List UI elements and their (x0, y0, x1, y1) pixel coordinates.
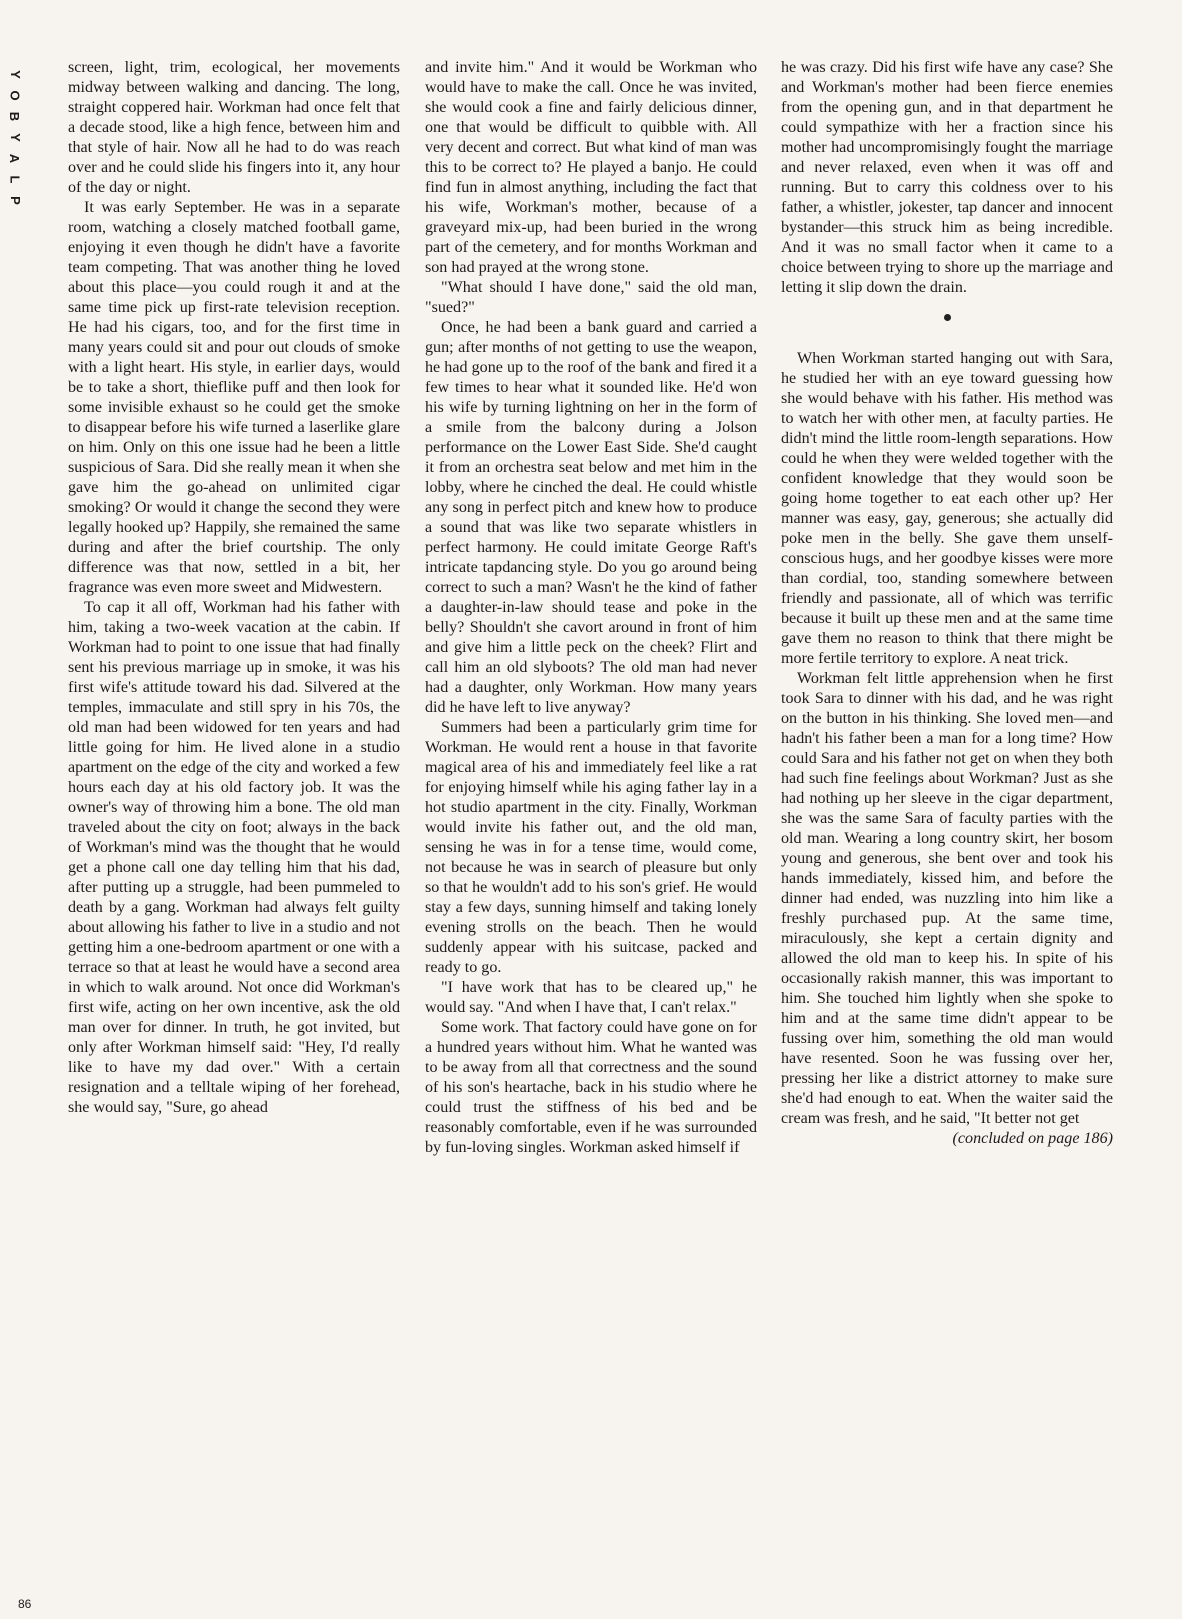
section-break-dot (944, 314, 951, 321)
paragraph: Once, he had been a bank guard and carried a gun; after months of not getting to use the weapon, he had gone up to the roof of the bank and fired it a few times to hear what it sounded like. He'd won his wife by turning lightning on her in the form of a smile from the balcony during a Jolson performance on the Lower East Side. She'd caught it from an orchestra seat below and met him in the lobby, where he cinched the deal. He could whistle any song in perfect pitch and knew how to produce a sound that was like two separate whistlers in perfect harmony. He could imitate George Raft's intricate tapdancing style. Do you go around being correct to such a man? Wasn't he the kind of father a daughter-in-law should tease and poke in the belly? Shouldn't she cavort around in front of him and give him a little peck on the cheek? Flirt and call him an old slyboots? The old man had never had a daughter, only Workman. How many years did he have left to live anyway? (425, 319, 757, 716)
continuation-note: (concluded on page 186) (952, 1130, 1113, 1147)
paragraph: and invite him." And it would be Workman who would have to make the call. Once he was invited, she would cook a fine and fairly delicious dinner, one that would be difficult to quibble with. All very decent and correct. But what kind of man was this to be correct to? He played a banjo. He could find fun in almost anything, including the fact that his wife, Workman's mother, because of a graveyard mix-up, had been buried in the wrong part of the cemetery, and for months Workman and son had prayed at the wrong stone. (425, 59, 757, 276)
masthead-letter: B (7, 111, 23, 122)
text-column-2 (425, 58, 757, 1158)
paragraph: When Workman started hanging out with Sara, he studied her with an eye toward guessing how she would behave with his father. His method was to watch her with other men, at faculty parties. He didn't mind the little room-length separations. How could he when they were welded together with the confident knowledge that they would soon be going home together to eat each other up? Her manner was easy, gay, generous; she actually did poke men in the belly. She gave them unself-conscious hugs, and her goodbye kisses were more than cordial, too, standing somewhere between friendly and passionate, all of which was terrific because it built up these men and at the same time gave them no reason to think that there might be more fertile territory to explore. A neat trick. (781, 350, 1113, 667)
magazine-masthead-vertical (2, 64, 28, 211)
masthead-letter: O (7, 90, 23, 101)
masthead-letter: P (7, 196, 23, 205)
paragraph: "What should I have done," said the old man, "sued?" (425, 279, 757, 316)
paragraph: Summers had been a particularly grim time for Workman. He would rent a house in that favorite magical area of his and immediately feel like a rat for enjoying himself while his aging father lay in a hot studio apartment in the city. Finally, Workman would invite his father out, and the old man, sensing he was in for a tense time, would come, not because he was in search of pleasure but only so that he wouldn't add to his son's grief. He would stay a few days, sunning himself and taking lonely evening strolls on the beach. Then he would suddenly appear with his suitcase, packed and ready to go. (425, 719, 757, 976)
text-column-1 (68, 58, 400, 1118)
masthead-letter: A (7, 153, 23, 164)
paragraph: screen, light, trim, ecological, her movements midway between walking and dancing. The long, straight coppered hair. Workman had once felt that a decade stood, like a high fence, between him and that style of hair. Now all he had to do was reach over and he could slide his fingers into it, any hour of the day or night. (68, 59, 400, 196)
text-column-3 (781, 58, 1113, 1149)
page-number: 86 (18, 1597, 32, 1611)
paragraph: Workman felt little apprehension when he first took Sara to dinner with his dad, and he was right on the button in his thinking. She loved men—and hadn't his father been a man for a long time? How could Sara and his father not get on when they both had such fine feelings about Workman? Just as she had nothing up her sleeve in the cigar department, she was the same Sara of faculty parties with the old man. Wearing a long country skirt, her bosom young and generous, she bent over and took his hands immediately, kissed him, and before the dinner had ended, was nuzzling into him like a freshly purchased pup. At the same time, miraculously, she kept a certain dignity and allowed the old man to keep his. In spite of his occasionally rakish manner, this was important to him. She touched him lightly when she spoke to him and at the same time didn't appear to be fussing over him, something the old man would have resented. Soon he was fussing over her, pressing her like a district attorney to make sure she'd had enough to eat. When the waiter said the cream was fresh, and he said, "It better not get (781, 670, 1113, 1127)
masthead-letter: Y (7, 70, 23, 79)
paragraph: "I have work that has to be cleared up," he would say. "And when I have that, I can't relax." (425, 979, 757, 1016)
paragraph: It was early September. He was in a separate room, watching a closely matched football game, enjoying it even though he didn't have a favorite team competing. That was another thing he loved about this place—you could rough it and at the same time pick up first-rate television reception. He had his cigars, too, and for the first time in many years could sit and pour out clouds of smoke with a light heart. His style, in earlier days, would be to take a short, thieflike puff and then look for some invisible exhaust so he could get the smoke to disappear before his wife turned a laserlike glare on him. Only on this one issue had he been a little suspicious of Sara. Did she really mean it when she gave him the go-ahead on unlimited cigar smoking? Or would it change the second they were legally hooked up? Happily, she remained the same during and after the brief courtship. The only difference was that now, settled in a bit, her fragrance was even more sweet and Midwestern. (68, 199, 400, 596)
paragraph: Some work. That factory could have gone on for a hundred years without him. What he wanted was to be away from all that correctness and the sound of his son's heartache, back in his studio where he could trust the stiffness of his bed and be reasonably comfortable, even if he was surrounded by fun-loving singles. Workman asked himself if (425, 1019, 757, 1156)
masthead-letter: Y (7, 133, 23, 142)
masthead-letter: L (7, 175, 23, 184)
paragraph: he was crazy. Did his first wife have any case? She and Workman's mother had been fierce enemies from the opening gun, and in that department he could sympathize with her a fraction since his mother had uncompromisingly fought the marriage and never relaxed, even when it was off and running. But to carry this coldness over to his father, a whistler, jokester, tap dancer and innocent bystander—this struck him as being incredible. And it was no small factor when it came to a choice between trying to shore up the marriage and letting it slip down the drain. (781, 59, 1113, 296)
paragraph: To cap it all off, Workman had his father with him, taking a two-week vacation at the cabin. If Workman had to point to one issue that had finally sent his previous marriage up in smoke, it was his first wife's attitude toward his dad. Silvered at the temples, immaculate and still spry in his 70s, the old man had been widowed for ten years and had little going for him. He lived alone in a studio apartment on the edge of the city and worked a few hours each day at his old factory job. It was the owner's way of throwing him a bone. The old man traveled about the city on foot; always in the back of Workman's mind was the thought that he would get a phone call one day telling him that his dad, after putting up a struggle, had been pummeled to death by a gang. Workman had always felt guilty about allowing his father to live in a studio and not getting him a one-bedroom apartment or one with a terrace so that at least he would have a second area in which to walk around. Not once did Workman's first wife, acting on her own incentive, ask the old man over for dinner. In truth, he got invited, but only after Workman himself said: "Hey, I'd really like to have my dad over." With a certain resignation and a telltale wiping of her forehead, she would say, "Sure, go ahead (68, 599, 400, 1116)
